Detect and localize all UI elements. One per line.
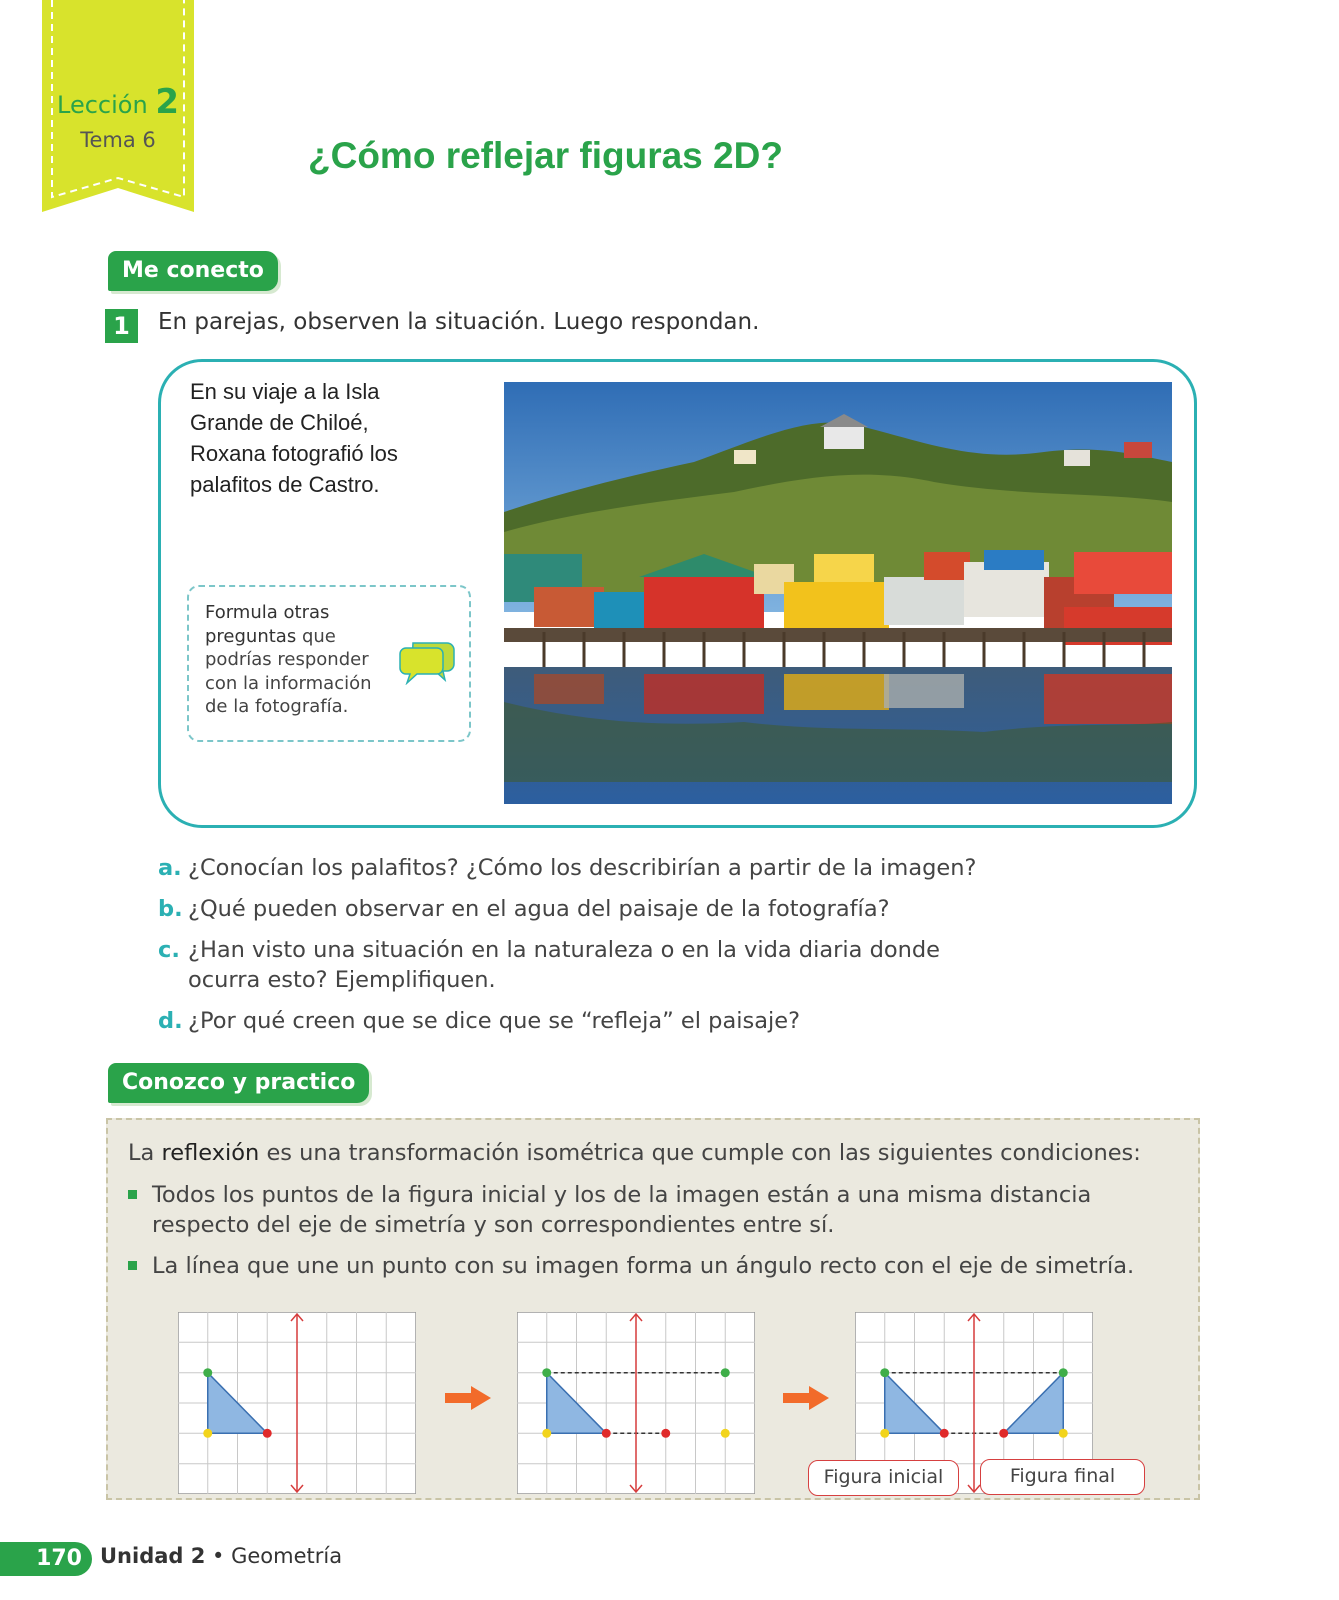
speech-bubbles-icon (399, 639, 455, 689)
list-item: c. ¿Han visto una situación en la naturaleza o en la vida diaria donde (158, 937, 941, 963)
lesson-label: Lección 2 (57, 82, 179, 122)
lesson-ribbon (42, 0, 194, 212)
page-number: 170 (0, 1542, 92, 1576)
question-instruction: En parejas, observen la situación. Luego respondan. (158, 309, 760, 335)
bullet-icon (128, 1261, 137, 1270)
definition-lead: La reflexión es una transformación isométrica que cumple con las siguientes condiciones: (128, 1140, 1141, 1166)
section-tag-me-conecto: Me conecto (108, 251, 278, 291)
page-title: ¿Cómo reflejar figuras 2D? (308, 135, 783, 176)
list-item: d. ¿Por qué creen que se dice que se “refleja” el paisaje? (158, 1008, 801, 1034)
bullet-icon (128, 1190, 137, 1199)
arrow-right-icon (783, 1386, 829, 1414)
stilt-houses-photo (504, 382, 1172, 804)
hint-text: Formula otras preguntas que podrías responder con la información de la fotografía. (205, 602, 372, 717)
list-item: b. ¿Qué pueden observar en el agua del paisaje de la fotografía? (158, 896, 890, 922)
hint-box (187, 585, 471, 742)
definition-box: La reflexión es una transformación isométrica que cumple con las siguientes condiciones: Todos los puntos de la figura inicial y los de la imagen están a una misma distancia respecto del eje de simetría y son correspondientes entre sí. La línea que une un punto con su imagen forma un ángulo recto con el eje de simetría. (106, 1118, 1200, 1500)
question-number: 1 (105, 309, 138, 343)
label-initial-figure: Figura inicial (808, 1460, 959, 1496)
list-item-continuation: ocurra esto? Ejemplifiquen. (188, 967, 496, 993)
unit-label: Unidad 2 • Geometría (100, 1544, 343, 1568)
topic-label: Tema 6 (80, 128, 156, 152)
list-item: a. ¿Conocían los palafitos? ¿Cómo los describirían a partir de la imagen? (158, 855, 977, 881)
label-final-figure: Figura final (980, 1459, 1145, 1495)
section-tag-conozco-y-practico: Conozco y practico (108, 1063, 369, 1103)
arrow-right-icon (445, 1386, 491, 1414)
grid-step-1 (178, 1312, 416, 1498)
grid-step-2 (517, 1312, 755, 1498)
story-text: En su viaje a la Isla Grande de Chiloé, Roxana fotografió los palafitos de Castro. (190, 379, 398, 497)
